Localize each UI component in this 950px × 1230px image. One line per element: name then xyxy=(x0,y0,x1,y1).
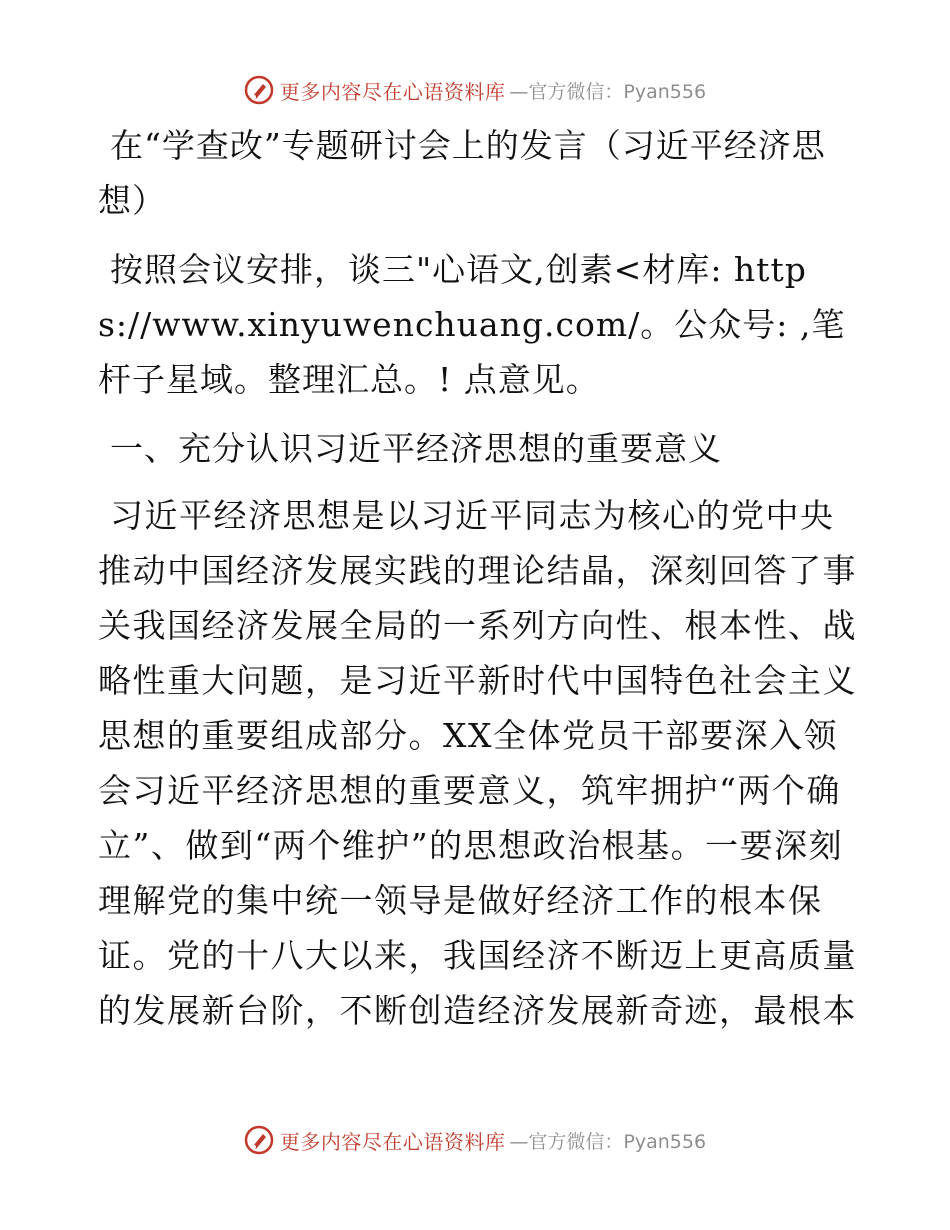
document-title: 在“学查改”专题研讨会上的发言（习近平经济思想） xyxy=(98,126,826,220)
watermark-site-text: 更多内容尽在心语资料库 xyxy=(279,1129,506,1154)
section-heading: 一、充分认识习近平经济思想的重要意义 xyxy=(110,429,722,468)
pen-logo-icon xyxy=(244,75,274,105)
body-paragraph: 习近平经济思想是以习近平同志为核心的党中央推动中国经济发展实践的理论结晶，深刻回答了事关我国经济发展全局的一系列方向性、根本性、战略性重大问题，是习近平新时代中国特色社会主义思想的重要组成部分。XX全体党员干部要深入领会习近平经济思想的重要意义，筑牢拥护“两个确立”、做到“两个维护”的思想政治根基。一要深刻理解党的集中统一领导是做好经济工作的根本保证。党的十八大以来，我国经济不断迈上更高质量的发展新台阶，不断创造经济发展新奇迹，最根本 xyxy=(98,496,857,1030)
pen-logo-icon xyxy=(244,1125,274,1155)
watermark-contact-text: —官方微信：Pyan556 xyxy=(509,1130,707,1153)
watermark-contact-text: —官方微信：Pyan556 xyxy=(509,80,707,103)
watermark-banner-top xyxy=(0,70,950,110)
watermark-banner-bottom xyxy=(0,1120,950,1160)
document-body xyxy=(98,118,858,1038)
watermark-site-text: 更多内容尽在心语资料库 xyxy=(279,79,506,104)
intro-paragraph: 按照会议安排，谈三"心语文,创素<材库: https://www.xinyuwenchuang.com/。公众号: ,笔杆子星域。整理汇总。! 点意见。 xyxy=(98,250,846,399)
